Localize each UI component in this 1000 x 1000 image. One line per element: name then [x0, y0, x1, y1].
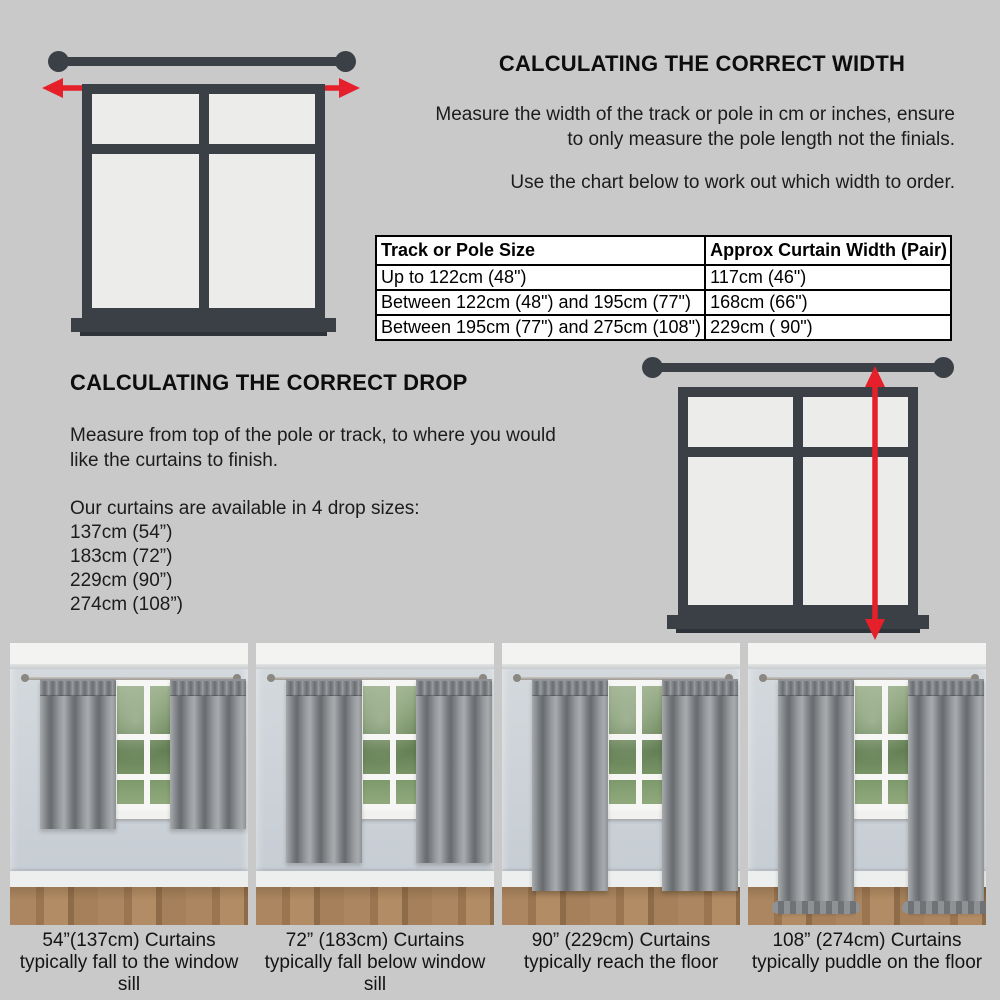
drop-size-option: 183cm (72”) — [70, 546, 173, 567]
window-pane — [92, 94, 199, 144]
width-instruction-line1: Measure the width of the track or pole in cm or inches, ensure — [435, 104, 955, 125]
drop-size-option: 137cm (54”) — [70, 522, 173, 543]
window-pane — [92, 154, 199, 308]
curtain-panel — [286, 679, 362, 863]
window-sill-graphic — [667, 615, 929, 629]
width-instruction-line2: to only measure the pole length not the finials. — [567, 129, 955, 150]
window-pane — [688, 457, 793, 605]
table-cell-curtain-width: 117cm (46") — [705, 265, 951, 290]
curtain-panel — [908, 679, 984, 911]
photo-caption-54in: 54”(137cm) Curtains typically fall to the window sill — [19, 930, 239, 995]
window-bar — [144, 679, 150, 811]
width-chart-note: Use the chart below to work out which width to order. — [510, 172, 955, 193]
width-instruction — [360, 102, 955, 152]
window-bar — [882, 679, 888, 811]
drop-sizes-intro: Our curtains are available in 4 drop sizes: — [70, 498, 420, 519]
wood-floor — [502, 887, 740, 925]
curtain-panel — [170, 679, 246, 829]
skirting-board — [256, 871, 494, 887]
drop-section-title: CALCULATING THE CORRECT DROP — [70, 370, 468, 395]
wood-floor — [256, 887, 494, 925]
curtain-panel — [416, 679, 492, 863]
table-cell-curtain-width: 229cm ( 90") — [705, 315, 951, 340]
window-bar — [390, 679, 396, 811]
drop-photo-108in — [748, 643, 986, 925]
drop-instruction-line2: like the curtains to finish. — [70, 450, 279, 471]
drop-measure-arrow-icon — [861, 364, 889, 642]
window-graphic — [82, 84, 325, 318]
drop-size-option: 229cm (90”) — [70, 570, 173, 591]
table-cell-pole-size: Between 122cm (48") and 195cm (77") — [376, 290, 705, 315]
window-sill-graphic — [71, 318, 336, 332]
drop-instruction — [70, 423, 556, 473]
ceiling — [502, 643, 740, 664]
table-cell-pole-size: Up to 122cm (48") — [376, 265, 705, 290]
wood-floor — [10, 887, 248, 925]
table-row — [376, 290, 951, 315]
window-pane — [688, 397, 793, 447]
drop-instruction-line1: Measure from top of the pole or track, to where you would — [70, 425, 556, 446]
table-cell-curtain-width: 168cm (66") — [705, 290, 951, 315]
window-pane — [803, 397, 908, 447]
coving — [502, 664, 740, 669]
curtain-size-table — [375, 235, 952, 341]
drop-size-option: 274cm (108”) — [70, 594, 183, 615]
photo-caption-108in: 108” (274cm) Curtains typically puddle on the floor — [751, 930, 983, 973]
table-row — [376, 315, 951, 340]
curtain-panel — [40, 679, 116, 829]
table-row — [376, 265, 951, 290]
table-cell-pole-size: Between 195cm (77") and 275cm (108") — [376, 315, 705, 340]
curtain-panel — [532, 679, 608, 891]
window-pane — [209, 94, 316, 144]
drop-photo-72in — [256, 643, 494, 925]
table-header-curtain-width: Approx Curtain Width (Pair) — [705, 236, 951, 265]
curtain-panel — [778, 679, 854, 911]
table-header-pole-size: Track or Pole Size — [376, 236, 705, 265]
ceiling — [748, 643, 986, 664]
drop-photo-54in — [10, 643, 248, 925]
drop-sizes-list — [70, 497, 420, 617]
ceiling — [256, 643, 494, 664]
photo-caption-90in: 90” (229cm) Curtains typically reach the floor — [523, 930, 719, 973]
curtain-pole-graphic — [646, 363, 950, 372]
photo-caption-72in: 72” (183cm) Curtains typically fall below window sill — [264, 930, 486, 995]
table-header-row — [376, 236, 951, 265]
window-pane — [209, 154, 316, 308]
curtain-pole-graphic — [52, 57, 352, 66]
drop-photo-90in — [502, 643, 740, 925]
coving — [748, 664, 986, 669]
coving — [256, 664, 494, 669]
window-bar — [636, 679, 642, 811]
ceiling — [10, 643, 248, 664]
coving — [10, 664, 248, 669]
width-section-title: CALCULATING THE CORRECT WIDTH — [498, 51, 906, 76]
curtain-panel — [662, 679, 738, 891]
skirting-board — [10, 871, 248, 887]
window-pane — [803, 457, 908, 605]
